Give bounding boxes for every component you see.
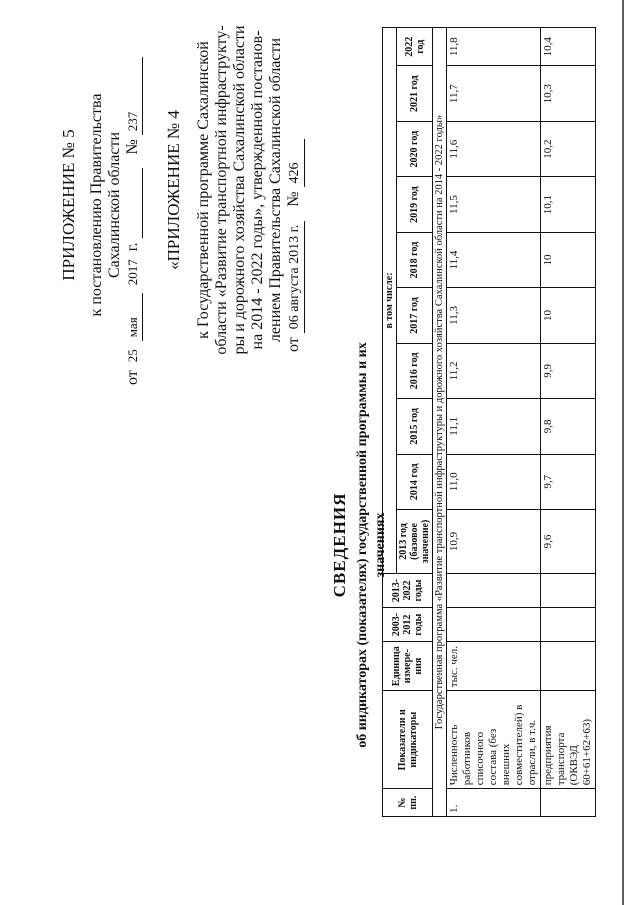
section-title: Государственная программа «Развитие транспортной инфраструктуры и дорожного хозяйства Сахалинской области на 2014 - 2022 годы» xyxy=(433,28,447,817)
appendix-4-line-5: лением Правительства Сахалинской области xyxy=(267,37,284,343)
appendix-4-date-line xyxy=(285,20,305,360)
scan-edge-line xyxy=(622,0,624,905)
appendix-5-date-year: 2017 xyxy=(125,259,140,286)
appendix-4-line-2: области «Развитие транспортной инфраструкту- xyxy=(213,25,230,355)
appendix-4-number-label: № xyxy=(285,191,302,207)
appendix-4-number-value: 426 xyxy=(286,140,305,188)
table-header-row-1 xyxy=(383,28,397,817)
header-year-2013: 2013 год (базовое значение) xyxy=(397,510,433,574)
row-1-period-2013-2022 xyxy=(447,573,541,607)
header-year-2016: 2016 год xyxy=(397,343,433,398)
row-1-value-2013: 10,9 xyxy=(447,510,541,574)
row-2-value-2015: 9,8 xyxy=(541,399,596,454)
row-2-num xyxy=(541,789,596,817)
title-sub: об индикаторах (показателях) государственной программы и их значениях xyxy=(355,342,388,748)
appendix-4-from-label: от xyxy=(285,337,302,352)
document-title xyxy=(330,335,390,755)
row-1-value-2017: 11,3 xyxy=(447,288,541,343)
row-1-num: 1. xyxy=(447,789,541,817)
header-including: в том числе: xyxy=(383,28,397,574)
row-1-value-2016: 11,2 xyxy=(447,343,541,398)
header-period-2003-2012: 2003-2012 годы xyxy=(383,608,433,642)
header-period-2013-2022: 2013-2022 годы xyxy=(383,573,433,607)
row-1-value-2020: 11,6 xyxy=(447,121,541,176)
header-year-2020: 2020 год xyxy=(397,121,433,176)
row-2-value-2013: 9,6 xyxy=(541,510,596,574)
row-2-value-2020: 10,2 xyxy=(541,121,596,176)
header-year-2018: 2018 год xyxy=(397,232,433,287)
row-1-value-2021: 11,7 xyxy=(447,66,541,121)
header-indicator: Показатели и индикаторы xyxy=(383,691,433,789)
header-num: № пп. xyxy=(383,789,433,817)
row-2-value-2019: 10,1 xyxy=(541,177,596,232)
row-2-period-2013-2022 xyxy=(541,573,596,607)
appendix-4-line-3: ры и дорожного хозяйства Сахалинской области xyxy=(231,25,248,355)
header-year-2015: 2015 год xyxy=(397,399,433,454)
appendix-5-from-label: от xyxy=(124,370,141,385)
row-1-value-2015: 11,1 xyxy=(447,399,541,454)
title-main: СВЕДЕНИЯ xyxy=(330,492,349,598)
table-row xyxy=(541,28,596,817)
appendix-5-date-underline xyxy=(124,168,143,238)
appendix-5-line1: к постановлению Правительства xyxy=(88,93,105,317)
header-year-2019: 2019 год xyxy=(397,177,433,232)
row-2-value-2021: 10,3 xyxy=(541,66,596,121)
header-year-2021: 2021 год xyxy=(397,66,433,121)
header-year-2017: 2017 год xyxy=(397,288,433,343)
appendix-4-line-4: на 2014 - 2022 годы», утвержденной постанов- xyxy=(249,30,266,350)
header-year-2022: 2022 год xyxy=(397,28,433,67)
row-2-value-2014: 9,7 xyxy=(541,454,596,509)
appendix-5-number-value: 237 xyxy=(124,57,143,135)
header-unit: Единица измере-ния xyxy=(383,642,433,691)
appendix-5-number-label: № xyxy=(124,139,141,155)
row-2-indicator: предприятия транспорта (ОКВЭД 60+61+62+63) xyxy=(541,691,596,789)
appendix-4-line-1: к Государственной программе Сахалинской xyxy=(195,41,212,339)
appendix-5-line2: Сахалинской области xyxy=(106,131,123,279)
table-row xyxy=(447,28,541,817)
appendix-5-year-suffix: г. xyxy=(124,242,141,252)
row-2-value-2018: 10 xyxy=(541,232,596,287)
appendix-5-date-month: мая xyxy=(124,293,143,341)
appendix-4-block xyxy=(165,20,305,360)
row-2-unit xyxy=(541,642,596,691)
appendix-5-title: ПРИЛОЖЕНИЕ № 5 xyxy=(59,129,78,281)
row-1-value-2022: 11,8 xyxy=(447,28,541,67)
row-2-value-2022: 10,4 xyxy=(541,28,596,67)
row-1-value-2018: 11,4 xyxy=(447,232,541,287)
row-2-value-2017: 10 xyxy=(541,288,596,343)
row-1-value-2014: 11,0 xyxy=(447,454,541,509)
indicators-table xyxy=(382,27,596,817)
row-1-unit: тыс. чел. xyxy=(447,642,541,691)
row-1-indicator: Численность работников списочного состава (без внешних совместителей) в отрасли, в т.ч. xyxy=(447,691,541,789)
appendix-5-block xyxy=(60,25,142,385)
appendix-5-date-day: 25 xyxy=(125,349,140,363)
appendix-4-date-value: 06 августа 2013 г. xyxy=(286,221,305,333)
row-1-value-2019: 11,5 xyxy=(447,177,541,232)
row-1-period-2003-2012 xyxy=(447,608,541,642)
row-2-period-2003-2012 xyxy=(541,608,596,642)
row-2-value-2016: 9,9 xyxy=(541,343,596,398)
section-row xyxy=(433,28,447,817)
appendix-5-date-line xyxy=(124,25,142,385)
header-year-2014: 2014 год xyxy=(397,454,433,509)
appendix-4-title: «ПРИЛОЖЕНИЕ № 4 xyxy=(164,110,183,270)
